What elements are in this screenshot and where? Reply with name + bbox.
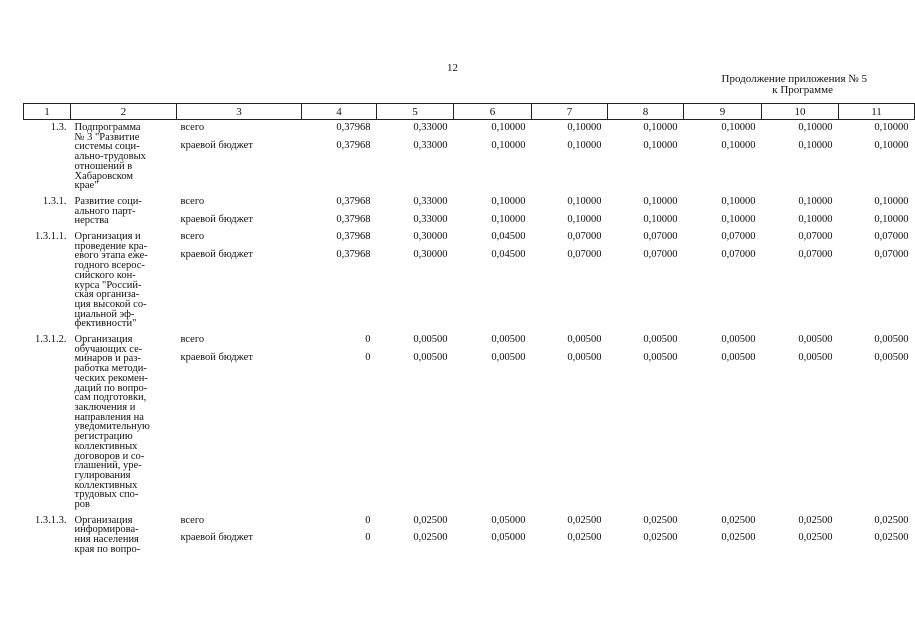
value: 0,07000 [721,248,756,260]
value: 0,02500 [721,514,756,526]
value: 0,10000 [721,139,756,151]
row-name-line: № 3 "Развитие [74,131,140,143]
row-name [71,332,177,513]
row-name-line: ция высокой со- [74,298,147,310]
header-cell-2: 2 [71,104,177,120]
funding-source: всего [180,231,205,243]
row-name-line: гулирования [74,469,131,481]
value: 0,10000 [643,213,678,225]
row-code: 1.3.1.3. [35,514,67,526]
funding-source: краевой бюджет [180,351,253,363]
header-cell-9: 9 [684,104,762,120]
value-cell-col-9 [684,120,762,194]
value: 0,33000 [413,213,448,225]
row-name-line: договоров и со- [74,450,145,462]
continuation-line-2: к Программе [772,84,833,96]
row-name-line: минаров и раз- [74,353,141,365]
row-name-line: фективности" [74,318,137,330]
value: 0,30000 [413,231,448,243]
value: 0,05000 [491,514,526,526]
row-name [71,513,177,558]
page-number: 12 [447,62,458,74]
value: 0,02500 [874,532,909,544]
value-cell-col-10 [762,332,839,513]
value-cell-col-7 [532,229,608,332]
value: 0,33000 [413,139,448,151]
funding-source: всего [180,514,205,526]
row-name-line: трудовых спо- [74,489,139,501]
row-name-line: работка методи- [74,363,147,375]
header-cell-7: 7 [532,104,608,120]
value: 0,07000 [874,231,909,243]
value-cell-col-6 [454,120,532,194]
row-name [71,229,177,332]
value: 0 [365,514,371,526]
value: 0,10000 [491,122,526,133]
value: 0,00500 [874,334,909,346]
row-code: 1.3. [50,122,67,133]
row-name-line: заключения и [74,401,136,413]
value: 0,00500 [413,334,448,346]
header-cell-5: 5 [377,104,454,120]
line-gap [302,525,371,533]
value-cell-col-7 [532,332,608,513]
funding-source: всего [180,195,205,207]
row-name-line: Хабаровском [74,170,134,182]
value: 0,02500 [413,514,448,526]
row-sources [177,194,302,229]
continuation-line-1: Продолжение приложения № 5 [721,73,867,85]
row-name-line: регистрацию [74,431,133,443]
value: 0,37968 [336,195,371,207]
value-cell-col-7 [532,513,608,558]
row-name-line: уведомительную [74,421,150,433]
value-cell-col-4 [302,332,377,513]
value: 0,02500 [643,532,678,544]
value: 0,10000 [567,139,602,151]
row-name-line: евого этапа еже- [74,250,148,262]
value: 0,02500 [567,532,602,544]
row-code: 1.3.1. [42,195,67,207]
value-cell-col-11 [839,120,915,194]
value: 0,37968 [336,248,371,260]
value: 0,07000 [567,231,602,243]
value-cell-col-5 [377,332,454,513]
row-name-line: проведение кра- [74,240,148,252]
row-name-line: Организация [74,514,133,526]
row-name-line: Подпрограмма [74,122,141,133]
funding-source: всего [180,122,205,133]
value: 0,00500 [874,351,909,363]
value-cell-col-6 [454,513,532,558]
value: 0,00500 [643,351,678,363]
value: 0,33000 [413,122,448,133]
row-name-line: ческих рекомен- [74,372,148,384]
value: 0,10000 [721,213,756,225]
value-cell-col-5 [377,513,454,558]
value: 0,10000 [491,213,526,225]
row-name-line: Организация [74,334,133,346]
value: 0,00500 [643,334,678,346]
row-name-line: коллективных [74,440,138,452]
value: 0,00500 [567,334,602,346]
value-cell-col-10 [762,513,839,558]
row-name-line: сам подготовки, [74,392,147,404]
row-name-line: ального парт- [74,205,136,217]
value: 0,37968 [336,122,371,133]
row-name-line: сийского кон- [74,269,136,281]
value: 0,10000 [643,139,678,151]
value: 0,02500 [721,532,756,544]
value-cell-col-8 [608,513,684,558]
value: 0,00500 [567,351,602,363]
value: 0,00500 [413,351,448,363]
value: 0,33000 [413,195,448,207]
value: 0,37968 [336,231,371,243]
value-cell-col-4 [302,229,377,332]
header-cell-10: 10 [762,104,839,120]
value-cell-col-9 [684,513,762,558]
header-cell-6: 6 [454,104,532,120]
row-name-line: ально-трудовых [74,151,146,163]
value: 0,10000 [874,195,909,207]
row-name-line: Развитие соци- [74,195,142,207]
header-row [24,104,915,120]
header-cell-4: 4 [302,104,377,120]
row-name-line: нерства [74,215,109,227]
value: 0,00500 [798,334,833,346]
row-name-line: циальной эф- [74,308,135,320]
row-name-line: информирова- [74,524,139,536]
value-cell-col-11 [839,332,915,513]
row-name-line: обучающих се- [74,343,143,355]
row-name-line: направления на [74,411,144,423]
funding-source: краевой бюджет [180,213,253,225]
value: 0,07000 [798,231,833,243]
value: 0,10000 [798,122,833,133]
value: 0,02500 [874,514,909,526]
line-gap [302,345,371,353]
funding-source: краевой бюджет [180,532,253,544]
row-name-line: крае" [74,180,99,192]
value: 0,00500 [798,351,833,363]
value: 0,10000 [874,213,909,225]
value-cell-col-10 [762,229,839,332]
value: 0,30000 [413,248,448,260]
value-cell-col-9 [684,332,762,513]
row-name-line: отношений в [74,160,133,172]
funding-source: краевой бюджет [180,248,253,260]
value: 0 [365,334,371,346]
value: 0,04500 [491,248,526,260]
row-name-line: курса "Россий- [74,279,142,291]
value: 0,10000 [721,122,756,133]
header-cell-3: 3 [177,104,302,120]
table-row [24,194,915,229]
value: 0,02500 [798,532,833,544]
value-cell-col-8 [608,332,684,513]
row-sources [177,229,302,332]
row-name-line: системы соци- [74,141,140,153]
table-body [24,120,915,558]
value: 0,00500 [721,334,756,346]
row-name-line: ская организа- [74,289,140,301]
row-name-line: коллективных [74,479,138,491]
value: 0,05000 [491,532,526,544]
continuation-note [722,74,867,96]
value: 0,00500 [491,334,526,346]
value-cell-col-9 [684,194,762,229]
value-cell-col-8 [608,120,684,194]
value-cell-col-6 [454,194,532,229]
value-cell-col-7 [532,194,608,229]
value-cell-col-5 [377,229,454,332]
value: 0,02500 [413,532,448,544]
value: 0,10000 [798,195,833,207]
row-sources [177,513,302,558]
row-name-line: глашений, уре- [74,460,142,472]
row-code: 1.3.1.1. [35,231,67,243]
value: 0,07000 [643,248,678,260]
value-cell-col-8 [608,194,684,229]
value-cell-col-10 [762,120,839,194]
header-cell-1: 1 [24,104,71,120]
row-sources [177,120,302,194]
row-name-line: Организация и [74,231,141,243]
value: 0,04500 [491,231,526,243]
value: 0,07000 [721,231,756,243]
value: 0,37968 [336,213,371,225]
budget-table [23,103,915,558]
value-cell-col-10 [762,194,839,229]
value: 0,10000 [643,195,678,207]
value-cell-col-11 [839,194,915,229]
value: 0,10000 [491,195,526,207]
value: 0,10000 [491,139,526,151]
value: 0,02500 [567,514,602,526]
row-sources [177,332,302,513]
value: 0,07000 [643,231,678,243]
table-row [24,332,915,513]
value: 0,00500 [721,351,756,363]
value-cell-col-5 [377,120,454,194]
row-name-line: ния населения [74,534,139,546]
value: 0,10000 [798,139,833,151]
row-name-line: края по вопро- [74,543,141,555]
header-cell-11: 11 [839,104,915,120]
value: 0,10000 [643,122,678,133]
row-name [71,120,177,194]
value: 0,07000 [874,248,909,260]
funding-source: всего [180,334,205,346]
value: 0,10000 [874,122,909,133]
value: 0,10000 [721,195,756,207]
value: 0,10000 [798,213,833,225]
value-cell-col-5 [377,194,454,229]
value-cell-col-6 [454,229,532,332]
funding-source: краевой бюджет [180,139,253,151]
row-name [71,194,177,229]
value-cell-col-9 [684,229,762,332]
value: 0,10000 [567,195,602,207]
value: 0,07000 [567,248,602,260]
table-row [24,229,915,332]
value: 0,10000 [567,213,602,225]
row-name-line: ров [74,499,90,511]
value-cell-col-8 [608,229,684,332]
table-row [24,120,915,194]
value-cell-col-11 [839,513,915,558]
value-cell-col-4 [302,194,377,229]
value-cell-col-4 [302,120,377,194]
header-cell-8: 8 [608,104,684,120]
value-cell-col-6 [454,332,532,513]
value: 0,10000 [874,139,909,151]
value: 0,02500 [643,514,678,526]
row-code: 1.3.1.2. [35,334,67,346]
value-cell-col-11 [839,229,915,332]
row-name-line: даций по вопро- [74,382,148,394]
value: 0 [365,532,371,544]
table-row [24,513,915,558]
value: 0,37968 [336,139,371,151]
value: 0,02500 [798,514,833,526]
value-cell-col-4 [302,513,377,558]
value: 0,10000 [567,122,602,133]
row-name-line: годного всерос- [74,260,145,272]
value-cell-col-7 [532,120,608,194]
value: 0 [365,351,371,363]
value: 0,07000 [798,248,833,260]
value: 0,00500 [491,351,526,363]
